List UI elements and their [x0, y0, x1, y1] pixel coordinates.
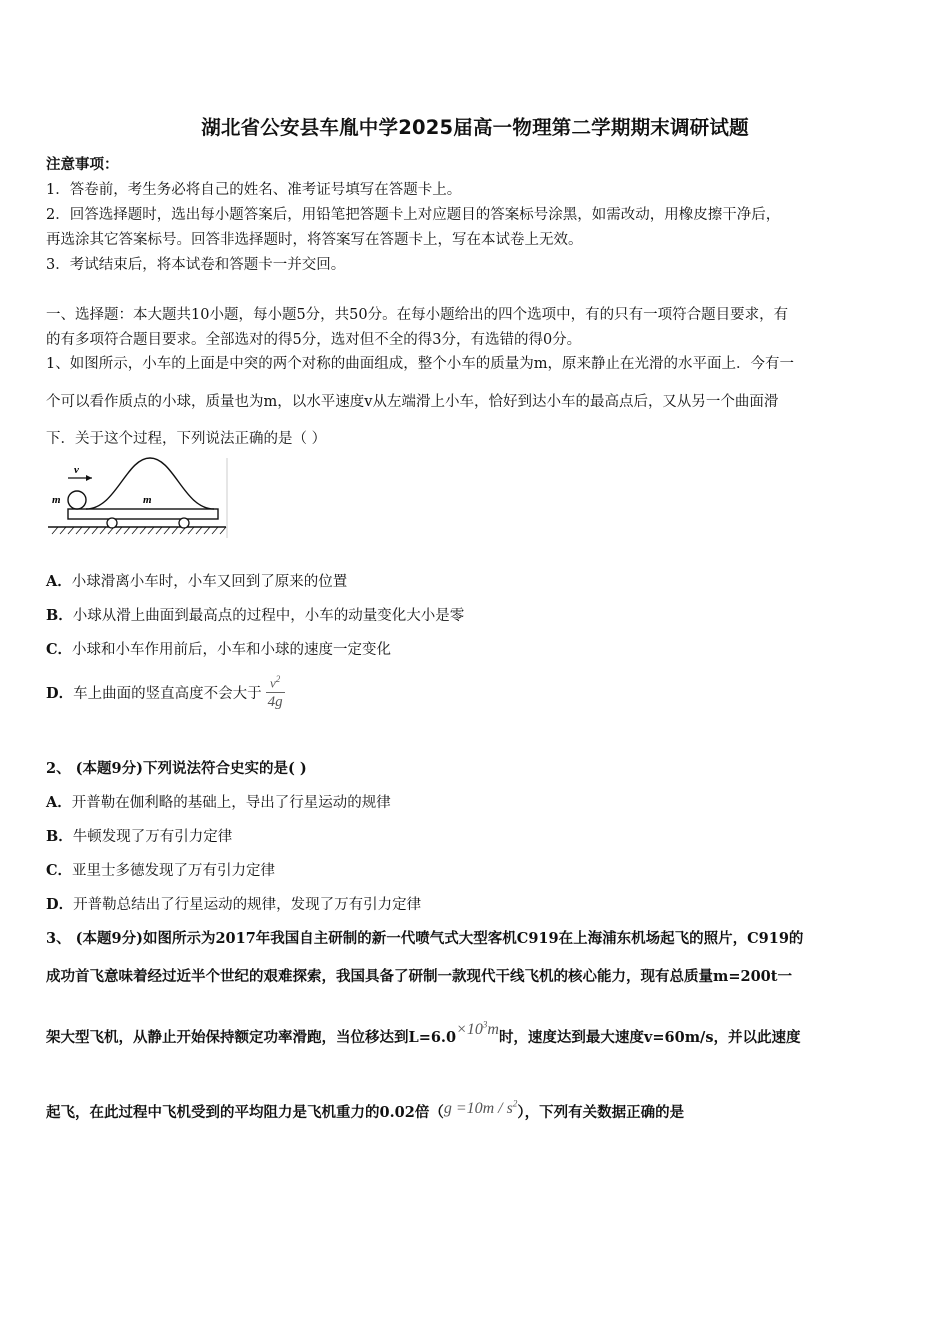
notes-heading: 注意事项： [46, 156, 119, 173]
cart-wheel-left [107, 518, 117, 528]
q1-d-fraction [266, 674, 285, 711]
page-title: 湖北省公安县车胤中学2025届高一物理第二学期期末调研试题 [201, 116, 749, 139]
ball [68, 491, 86, 509]
q1-stem-3: 下．关于这个过程，下列说法正确的是（ ） [46, 431, 327, 447]
notes-item-2: 2．回答选择题时，选出每小题答案后，用铅笔把答题卡上对应题目的答案标号涂黑，如需改动，用橡皮擦干净后， [46, 207, 781, 223]
q1-option-a[interactable] [46, 570, 347, 591]
fraction-bar [266, 692, 285, 693]
fraction-numerator: v [269, 675, 276, 691]
notes-item-2-cont: 再选涂其它答案标号。回答非选择题时，将答案写在答题卡上，写在本试卷上无效。 [46, 232, 583, 248]
fraction-denominator: 4g [267, 694, 283, 711]
cart-ball-figure [46, 456, 228, 540]
q2-stem [46, 757, 307, 778]
notes-item-3: 3．考试结束后，将本试卷和答题卡一并交回。 [46, 257, 346, 273]
ground-hatch [52, 527, 226, 534]
option-text: 亚里士多德发现了万有引力定律 [72, 863, 276, 879]
section-instructions-2: 的有多项符合题目要求。全部选对的得5分，选对但不全的得3分，有选错的得0分。 [46, 332, 582, 348]
option-letter: A． [46, 794, 72, 811]
q3-stem-2 [46, 965, 792, 986]
q3-stem-4b-text: ），下列有关数据正确的是 [517, 1104, 685, 1121]
section-instructions-1: 一、选择题：本大题共10小题，每小题5分，共50分。在每小题给出的四个选项中，有的只有一项符合题目要求，有 [46, 307, 789, 323]
q3-length-power: $\times 10^3m$ [456, 1019, 499, 1038]
option-letter: D． [46, 685, 74, 703]
option-letter: B． [46, 607, 73, 624]
cart-wheel-right [179, 518, 189, 528]
option-text: 小球滑离小车时，小车又回到了原来的位置 [71, 574, 348, 590]
q1-option-b[interactable] [46, 604, 464, 625]
option-text: 开普勒总结出了行星运动的规律，发现了万有引力定律 [73, 897, 422, 913]
option-text: 小球从滑上曲面到最高点的过程中，小车的动量变化大小是零 [72, 608, 465, 624]
q3-stem-1 [46, 927, 803, 948]
q3-stem-2-text: 成功首飞意味着经过近半个世纪的艰难探索，我国具备了研制一款现代干线飞机的核心能力，现有总质量m=200t一 [46, 968, 792, 985]
cart-mass-label: m [143, 494, 152, 506]
velocity-arrow-head [86, 475, 92, 481]
q2-stem-text: 2、 (本题9分)下列说法符合史实的是( ) [46, 760, 307, 777]
fraction-exponent: 2 [275, 674, 281, 684]
q3-stem-4 [46, 1098, 685, 1122]
q1-option-d[interactable] [46, 674, 285, 711]
q1-stem-2: 个可以看作质点的小球，质量也为m，以水平速度v从左端滑上小车，恰好到达小车的最高点后，又从另一个曲面滑 [46, 394, 779, 410]
velocity-label: v [74, 464, 79, 476]
q3-stem-1-text: 3、 (本题9分)如图所示为2017年我国自主研制的新一代喷气式大型客机C919在上海浦东机场起飞的照片，C919的 [46, 930, 804, 947]
q1-option-c[interactable] [46, 638, 391, 659]
option-text: 车上曲面的竖直高度不会大于 [73, 686, 262, 703]
q2-option-c[interactable] [46, 859, 275, 880]
q3-stem-3a-text: 架大型飞机，从静止开始保持额定功率滑跑，当位移达到L=6.0 [46, 1029, 457, 1046]
cart-body [68, 509, 218, 519]
q3-stem-3b-text: 时，速度达到最大速度v=60m/s，并以此速度 [498, 1029, 801, 1046]
option-letter: B． [46, 828, 73, 845]
q2-option-b[interactable] [46, 825, 232, 846]
option-text: 小球和小车作用前后，小车和小球的速度一定变化 [72, 642, 392, 658]
option-letter: C． [46, 862, 73, 879]
option-letter: A． [46, 573, 72, 590]
q3-stem-4a-text: 起飞，在此过程中飞机受到的平均阻力是飞机重力的0.02倍（ [46, 1104, 444, 1121]
ball-mass-label: m [52, 494, 61, 506]
q3-stem-3 [46, 1019, 801, 1047]
q1-stem-1: 1、如图所示，小车的上面是中突的两个对称的曲面组成，整个小车的质量为m，原来静止在光滑的水平面上．今有一 [46, 356, 794, 372]
option-letter: C． [46, 641, 73, 658]
notes-item-1: 1．答卷前，考生务必将自己的姓名、准考证号填写在答题卡上。 [46, 182, 462, 198]
option-text: 牛顿发现了万有引力定律 [72, 829, 233, 845]
option-text: 开普勒在伽利略的基础上，导出了行星运动的规律 [71, 795, 391, 811]
q2-option-d[interactable] [46, 893, 421, 914]
q2-option-a[interactable] [46, 791, 391, 812]
q3-gravity-value: $g =10m / s^2$ [443, 1098, 518, 1117]
option-letter: D． [46, 896, 74, 913]
